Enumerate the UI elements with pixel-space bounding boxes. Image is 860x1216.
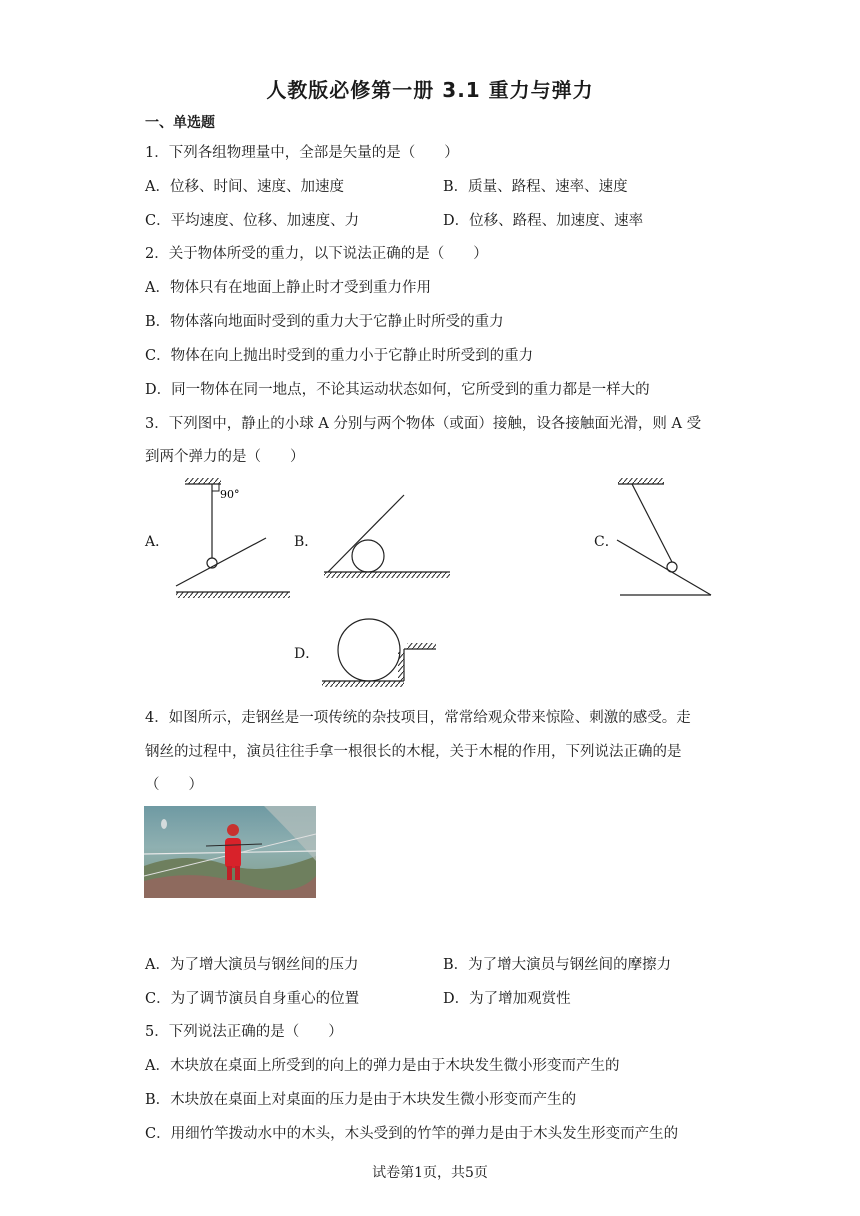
q5-option-c[interactable]: C．用细竹竿拨动水中的木头，木头受到的竹竿的弹力是由于木头发生形变而产生的 — [145, 1126, 679, 1142]
q5-option-a[interactable]: A．木块放在桌面上所受到的向上的弹力是由于木块发生微小形变而产生的 — [145, 1058, 620, 1074]
q4-option-d[interactable]: D．为了增加观赏性 — [443, 991, 571, 1007]
q3-figure-label-c[interactable]: C． — [594, 534, 619, 550]
page-footer: 试卷第1页，共5页 — [372, 1165, 488, 1181]
q1-option-c[interactable]: C．平均速度、位移、加速度、力 — [145, 213, 360, 229]
q2-option-b[interactable]: B．物体落向地面时受到的重力大于它静止时所受的重力 — [145, 314, 504, 330]
q3-figure-label-a[interactable]: A． — [145, 534, 170, 550]
section-heading: 一、单选题 — [145, 115, 215, 131]
q2-option-c[interactable]: C．物体在向上抛出时受到的重力小于它静止时所受到的重力 — [145, 348, 534, 364]
q4-option-a[interactable]: A．为了增大演员与钢丝间的压力 — [145, 957, 359, 973]
q3-figure-c — [614, 476, 714, 600]
q1-option-b[interactable]: B．质量、路程、速率、速度 — [443, 179, 628, 195]
q3-figure-b — [320, 490, 455, 582]
q3-figure-label-d[interactable]: D． — [294, 646, 320, 662]
question-1-stem: 1．下列各组物理量中，全部是矢量的是（ ） — [145, 145, 459, 161]
question-4-stem-line2: 钢丝的过程中，演员往往手拿一根很长的木棍，关于木棍的作用，下列说法正确的是 — [145, 744, 682, 760]
question-4-stem-line3: （ ） — [145, 777, 203, 793]
q1-option-d[interactable]: D．位移、路程、加速度、速率 — [443, 213, 644, 229]
tightrope-photo — [144, 806, 316, 898]
q3-figure-a — [170, 476, 295, 602]
q4-option-b[interactable]: B．为了增大演员与钢丝间的摩擦力 — [443, 957, 672, 973]
q4-option-c[interactable]: C．为了调节演员自身重心的位置 — [145, 991, 360, 1007]
q5-option-b[interactable]: B．木块放在桌面上对桌面的压力是由于木块发生微小形变而产生的 — [145, 1092, 577, 1108]
question-3-stem-line2: 到两个弹力的是（ ） — [145, 449, 305, 465]
q3-angle-label: 90° — [220, 488, 240, 501]
q2-option-a[interactable]: A．物体只有在地面上静止时才受到重力作用 — [145, 280, 431, 296]
question-3-stem-line1: 3．下列图中，静止的小球 A 分别与两个物体（或面）接触，设各接触面光滑，则 A 受 — [145, 416, 702, 432]
q3-figure-d — [318, 612, 440, 688]
q3-figure-label-b[interactable]: B． — [294, 534, 319, 550]
q2-option-d[interactable]: D．同一物体在同一地点，不论其运动状态如何，它所受到的重力都是一样大的 — [145, 382, 650, 398]
q1-option-a[interactable]: A．位移、时间、速度、加速度 — [145, 179, 344, 195]
question-5-stem: 5．下列说法正确的是（ ） — [145, 1024, 343, 1040]
question-2-stem: 2．关于物体所受的重力，以下说法正确的是（ ） — [145, 246, 488, 262]
page-title: 人教版必修第一册 3.1 重力与弹力 — [266, 78, 594, 102]
question-4-stem-line1: 4．如图所示，走钢丝是一项传统的杂技项目，常常给观众带来惊险、刺激的感受。走 — [145, 710, 691, 726]
